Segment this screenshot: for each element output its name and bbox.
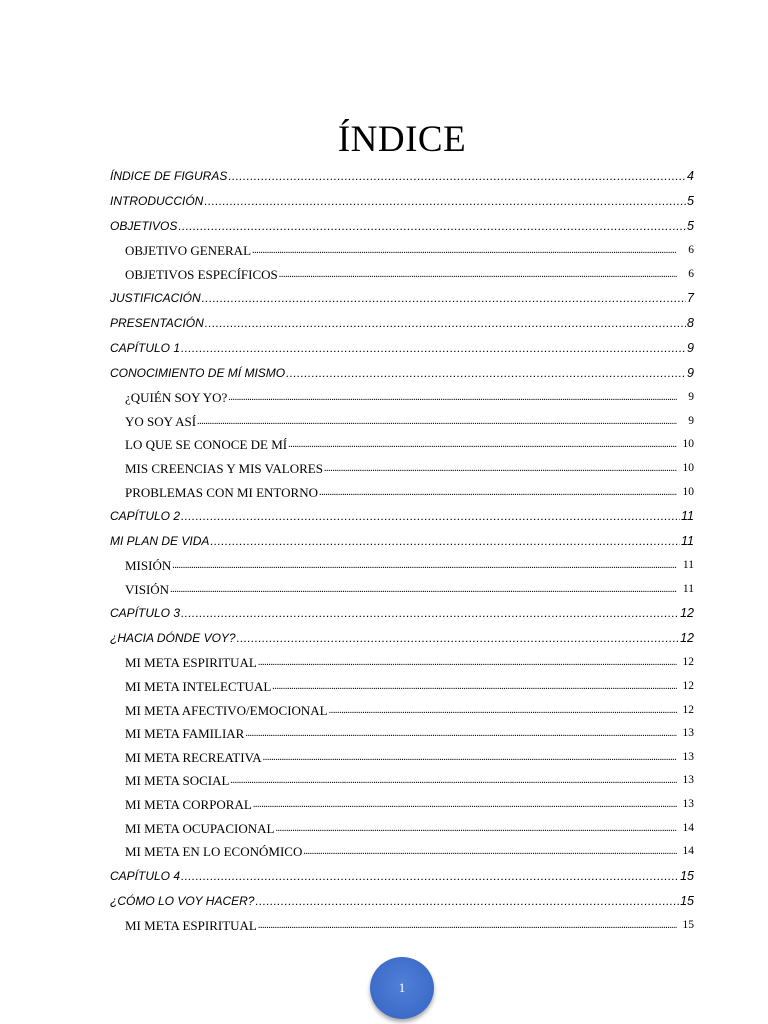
toc-entry-label: MI PLAN DE VIDA	[110, 534, 210, 549]
toc-entry-page: 14	[682, 845, 694, 858]
toc-entry-page: 12	[680, 606, 694, 621]
toc-entry-label: MI META EN LO ECONÓMICO	[125, 844, 303, 860]
toc-entry-label: MI META INTELECTUAL	[125, 678, 272, 694]
dot-leader	[204, 189, 686, 214]
toc-entry-page: 12	[680, 631, 694, 646]
toc-entry[interactable]	[110, 164, 694, 189]
toc-entry-label: MI META OCUPACIONAL	[125, 820, 275, 836]
page-number: 1	[398, 980, 406, 995]
dot-leader	[237, 626, 680, 651]
toc-entry-page: 12	[682, 703, 694, 716]
dot-leader	[178, 214, 686, 239]
toc-entry-page: 12	[682, 679, 694, 692]
toc-entry-page: 10	[682, 461, 694, 474]
toc-entry-label: MI META RECREATIVA	[125, 749, 262, 765]
dot-leader	[303, 840, 677, 864]
toc-entry-label: VISIÓN	[125, 581, 170, 597]
toc-subentry[interactable]	[110, 554, 694, 578]
dot-leader	[255, 889, 679, 914]
toc-entry-label: ÍNDICE DE FIGURAS	[110, 169, 228, 183]
dot-leader	[170, 578, 677, 602]
toc-entry-page: 13	[682, 727, 694, 740]
toc-entry-label: LO QUE SE CONOCE DE MÍ	[125, 437, 288, 453]
dot-leader	[181, 864, 679, 889]
toc-subentry[interactable]	[110, 699, 694, 723]
toc-entry[interactable]	[110, 864, 694, 889]
dot-leader	[205, 311, 686, 336]
toc-entry-page: 11	[681, 509, 694, 524]
toc-entry-page: 9	[687, 341, 694, 356]
toc-entry-page: 10	[682, 438, 694, 451]
toc-subentry[interactable]	[110, 722, 694, 746]
toc-subentry[interactable]	[110, 239, 694, 263]
table-of-contents	[110, 164, 694, 937]
toc-entry-label: ¿QUIÉN SOY YO?	[125, 390, 228, 406]
dot-leader	[172, 554, 677, 578]
toc-entry-label: MIS CREENCIAS Y MIS VALORES	[125, 460, 323, 476]
dot-leader	[230, 769, 677, 793]
toc-entry[interactable]	[110, 286, 694, 311]
toc-entry-page: 5	[687, 194, 694, 208]
toc-entry-page: 15	[680, 868, 694, 883]
toc-entry-page: 15	[680, 893, 694, 908]
toc-subentry[interactable]	[110, 840, 694, 864]
toc-entry-label: OBJETIVOS ESPECÍFICOS	[125, 266, 278, 282]
dot-leader	[181, 504, 680, 529]
toc-entry-label: MI META AFECTIVO/EMOCIONAL	[125, 702, 328, 718]
toc-entry[interactable]	[110, 311, 694, 336]
dot-leader	[181, 601, 679, 626]
dot-leader	[279, 263, 677, 287]
dot-leader	[272, 675, 677, 699]
toc-entry-page: 13	[682, 774, 694, 787]
dot-leader	[319, 481, 677, 505]
toc-entry-label: ¿HACIA DÓNDE VOY?	[110, 631, 236, 646]
dot-leader	[275, 817, 677, 841]
toc-subentry[interactable]	[110, 675, 694, 699]
toc-entry-page: 13	[682, 750, 694, 763]
toc-entry-label: PRESENTACIÓN	[110, 316, 204, 331]
dot-leader	[210, 529, 680, 554]
dot-leader	[253, 793, 677, 817]
dot-leader	[329, 699, 677, 723]
dot-leader	[286, 361, 686, 386]
toc-entry[interactable]	[110, 889, 694, 914]
toc-entry[interactable]	[110, 214, 694, 239]
toc-entry-page: 12	[682, 656, 694, 669]
toc-entry-label: CAPÍTULO 1	[110, 341, 181, 356]
dot-leader	[245, 722, 677, 746]
toc-entry-label: PROBLEMAS CON MI ENTORNO	[125, 484, 318, 500]
toc-subentry[interactable]	[110, 263, 694, 287]
toc-entry-page: 6	[688, 267, 694, 280]
dot-leader	[181, 336, 686, 361]
toc-subentry[interactable]	[110, 481, 694, 505]
dot-leader	[258, 914, 677, 938]
toc-subentry[interactable]	[110, 746, 694, 770]
dot-leader	[228, 386, 677, 410]
toc-entry-label: MISIÓN	[125, 558, 172, 574]
toc-entry-label: CONOCIMIENTO DE MÍ MISMO	[110, 366, 286, 381]
toc-entry-page: 11	[681, 534, 694, 549]
page-title: ÍNDICE	[337, 119, 467, 160]
dot-leader	[288, 433, 677, 457]
toc-entry-page: 13	[682, 797, 694, 810]
toc-entry[interactable]	[110, 361, 694, 386]
toc-entry[interactable]	[110, 336, 694, 361]
toc-entry-label: ¿CÓMO LO VOY HACER?	[110, 893, 255, 908]
toc-entry-page: 10	[682, 485, 694, 498]
toc-entry-page: 7	[687, 291, 694, 306]
toc-subentry[interactable]	[110, 578, 694, 602]
toc-entry[interactable]	[110, 529, 694, 554]
toc-entry-page: 9	[688, 414, 694, 427]
toc-entry[interactable]	[110, 189, 694, 214]
dot-leader	[258, 651, 677, 675]
toc-entry-page: 9	[687, 366, 694, 381]
page-number-badge	[370, 957, 434, 1019]
toc-entry-label: CAPÍTULO 4	[110, 868, 181, 883]
dot-leader	[324, 457, 677, 481]
toc-entry-page: 15	[682, 918, 694, 931]
toc-entry-label: OBJETIVO GENERAL	[125, 243, 252, 258]
toc-entry-page: 8	[687, 316, 694, 331]
toc-subentry[interactable]	[110, 386, 694, 410]
toc-entry-label: MI META FAMILIAR	[125, 726, 245, 742]
toc-subentry[interactable]	[110, 793, 694, 817]
toc-entry-page: 11	[682, 582, 694, 595]
dot-leader	[252, 239, 677, 263]
toc-entry-label: MI META ESPIRITUAL	[125, 655, 257, 671]
dot-leader	[228, 164, 686, 189]
toc-entry-label: CAPÍTULO 2	[110, 509, 181, 524]
toc-subentry[interactable]	[110, 769, 694, 793]
toc-entry-label: OBJETIVOS	[110, 219, 178, 233]
toc-entry-label: MI META ESPIRITUAL	[125, 917, 257, 933]
toc-entry-page: 5	[687, 219, 694, 233]
dot-leader	[202, 286, 686, 311]
toc-entry[interactable]	[110, 504, 694, 529]
toc-entry-page: 4	[687, 169, 694, 183]
toc-entry-label: CAPÍTULO 3	[110, 606, 181, 621]
toc-entry[interactable]	[110, 626, 694, 651]
dot-leader	[263, 746, 677, 770]
toc-entry-label: MI META CORPORAL	[125, 796, 252, 812]
toc-entry-page: 14	[682, 821, 694, 834]
toc-entry-page: 11	[682, 559, 694, 572]
toc-subentry[interactable]	[110, 914, 694, 938]
toc-entry-label: INTRODUCCIÓN	[110, 194, 204, 208]
toc-subentry[interactable]	[110, 651, 694, 675]
toc-entry[interactable]	[110, 601, 694, 626]
toc-entry-label: MI META SOCIAL	[125, 773, 230, 789]
toc-subentry[interactable]	[110, 457, 694, 481]
toc-subentry[interactable]	[110, 433, 694, 457]
toc-entry-label: JUSTIFICACIÓN	[110, 291, 201, 306]
toc-subentry[interactable]	[110, 817, 694, 841]
toc-entry-page: 9	[688, 391, 694, 404]
toc-subentry[interactable]	[110, 410, 694, 434]
toc-entry-label: YO SOY ASÍ	[125, 413, 197, 429]
dot-leader	[197, 410, 677, 434]
toc-entry-page: 6	[688, 244, 694, 256]
